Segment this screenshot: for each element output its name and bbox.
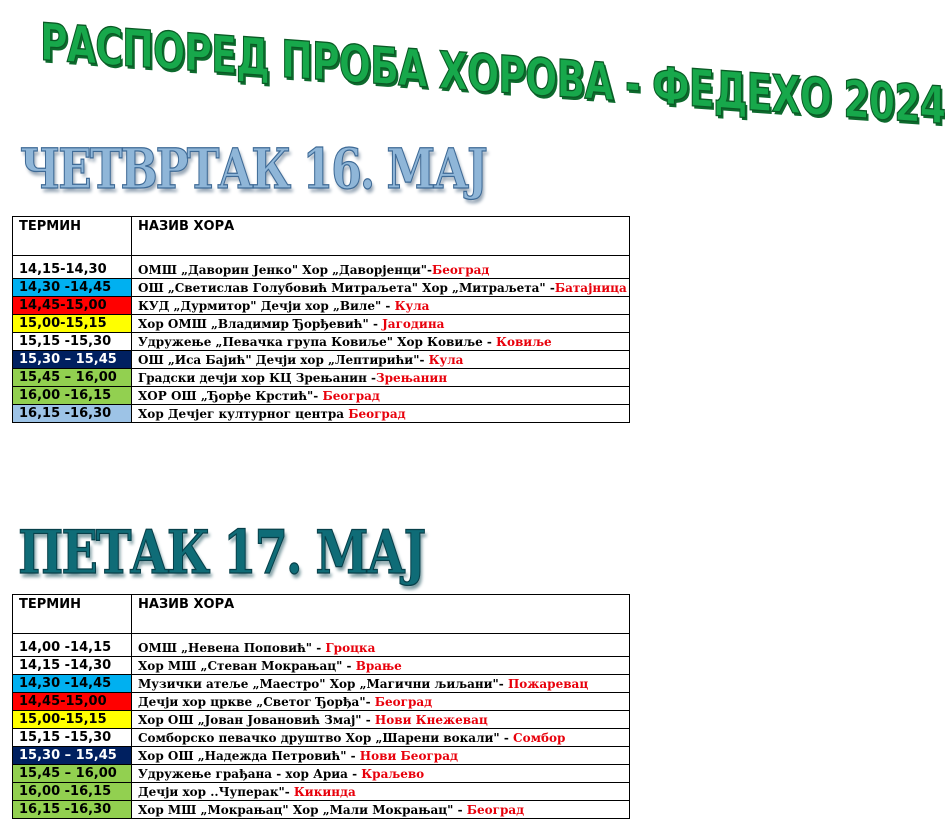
choir-name: Хор ОШ „Надежда Петровић" - <box>138 748 360 763</box>
city-name: Нови Кнежевац <box>374 712 488 727</box>
time-slot-cell: 14,15 -14,30 <box>13 657 132 675</box>
choir-name: ОМШ „Даворин Јенко" Хор „Даворјенци"- <box>138 263 432 277</box>
choir-name: Дечји хор ..Чуперак"- <box>138 784 294 799</box>
time-slot-cell: 16,00 -16,15 <box>13 387 132 405</box>
choir-name-cell <box>132 783 630 801</box>
choir-name-cell <box>132 693 630 711</box>
choir-name-cell <box>132 333 630 351</box>
choir-name-cell <box>132 351 630 369</box>
day-heading-thursday: ЧЕТВРТАК 16. МАЈ <box>20 138 486 202</box>
city-name: Сомбор <box>513 730 566 745</box>
table-row <box>13 351 630 369</box>
choir-name: Хор ОМШ „Владимир Ђорђевић" - <box>138 316 383 331</box>
table-row <box>13 333 630 351</box>
choir-name: Градски дечји хор КЦ Зрењанин - <box>138 370 377 385</box>
time-slot-cell: 15,30 – 15,45 <box>13 351 132 369</box>
table-row <box>13 279 630 297</box>
choir-name: Удружење „Певачка група Ковиље" Хор Ковиље - <box>138 334 497 349</box>
time-slot-cell: 15,00-15,15 <box>13 315 132 333</box>
city-name: Кула <box>428 352 464 367</box>
table-row <box>13 729 630 747</box>
time-slot-cell: 15,15 -15,30 <box>13 333 132 351</box>
city-name: Краљево <box>361 766 425 781</box>
time-slot-cell: 14,30 -14,45 <box>13 279 132 297</box>
city-name: Кула <box>394 298 430 313</box>
table-row <box>13 747 630 765</box>
choir-name-cell <box>132 711 630 729</box>
table-row <box>13 801 630 819</box>
column-header-time: ТЕРМИН <box>13 595 132 634</box>
city-name: Батајница <box>554 280 627 295</box>
choir-name: Хор МШ „Мокрањац" Хор „Мали Мокрањац" - <box>138 802 467 817</box>
column-header-choir: НАЗИВ ХОРА <box>132 217 630 256</box>
choir-name: Дечји хор цркве „Светог Ђорђа"- <box>138 694 375 709</box>
choir-name-cell <box>132 369 630 387</box>
choir-name-cell <box>132 387 630 405</box>
table-row <box>13 369 630 387</box>
page-title: РАСПОРЕД ПРОБА ХОРОВА - ФЕДЕХО 2024 <box>40 12 945 136</box>
city-name: Београд <box>432 263 490 277</box>
time-slot-cell: 15,15 -15,30 <box>13 729 132 747</box>
time-slot-cell: 14,45-15,00 <box>13 693 132 711</box>
time-slot-cell: 16,15 -16,30 <box>13 405 132 423</box>
choir-name: Музички атеље „Маестро" Хор „Магични љиљани"- <box>138 676 508 691</box>
time-slot-cell: 15,45 – 16,00 <box>13 369 132 387</box>
choir-name-cell <box>132 279 630 297</box>
city-name: Врање <box>355 658 402 673</box>
time-slot-cell: 14,45-15,00 <box>13 297 132 315</box>
day-heading-friday: ПЕТАК 17. МАЈ <box>18 518 425 588</box>
table-row <box>13 693 630 711</box>
schedule-table-thursday <box>12 216 630 423</box>
choir-name-cell <box>132 657 630 675</box>
time-slot-cell: 14,30 -14,45 <box>13 675 132 693</box>
time-slot-cell: 15,45 – 16,00 <box>13 765 132 783</box>
table-row <box>13 675 630 693</box>
city-name: Јагодина <box>382 316 445 331</box>
time-slot-cell: 16,15 -16,30 <box>13 801 132 819</box>
city-name: Гроцка <box>325 641 376 655</box>
table-row <box>13 765 630 783</box>
choir-name-cell <box>132 729 630 747</box>
table-row <box>13 315 630 333</box>
table-header-row <box>13 595 630 634</box>
time-slot-cell: 16,00 -16,15 <box>13 783 132 801</box>
time-slot-cell: 14,15-14,30 <box>13 256 132 279</box>
choir-name: ОМШ „Невена Поповић" - <box>138 641 326 655</box>
choir-name-cell <box>132 405 630 423</box>
table-row <box>13 711 630 729</box>
choir-name: Удружење грађана - хор Ариа - <box>138 766 362 781</box>
choir-name-cell <box>132 801 630 819</box>
city-name: Зрењанин <box>376 370 448 385</box>
table-row <box>13 256 630 279</box>
table-row <box>13 387 630 405</box>
choir-name: Сомборско певачко друштво Хор „Шарени вокали" - <box>138 730 514 745</box>
choir-name-cell <box>132 634 630 657</box>
table-row <box>13 657 630 675</box>
city-name: Београд <box>374 694 433 709</box>
column-header-choir: НАЗИВ ХОРА <box>132 595 630 634</box>
choir-name: Хор ОШ „Јован Јовановић Змај" - <box>138 712 375 727</box>
choir-name: Хор МШ „Стеван Мокрањац" - <box>138 658 356 673</box>
choir-name: КУД „Дурмитор" Дечји хор „Виле" - <box>138 298 395 313</box>
city-name: Ковиље <box>496 334 552 349</box>
city-name: Београд <box>322 388 380 403</box>
city-name: Кикинда <box>293 784 356 799</box>
table-header-row <box>13 217 630 256</box>
schedule-table-friday <box>12 594 630 819</box>
city-name: Пожаревац <box>507 676 589 691</box>
table-row <box>13 634 630 657</box>
city-name: Београд <box>466 802 525 817</box>
column-header-time: ТЕРМИН <box>13 217 132 256</box>
choir-name: ОШ „Иса Бајић" Дечји хор „Лептирићи"- <box>138 352 429 367</box>
table-row <box>13 297 630 315</box>
choir-name-cell <box>132 256 630 279</box>
time-slot-cell: 15,00-15,15 <box>13 711 132 729</box>
choir-name-cell <box>132 747 630 765</box>
choir-name-cell <box>132 297 630 315</box>
choir-name-cell <box>132 675 630 693</box>
table-row <box>13 405 630 423</box>
choir-name: Хор Дечјег културног центра <box>138 406 349 421</box>
choir-name-cell <box>132 765 630 783</box>
city-name: Београд <box>348 406 406 421</box>
time-slot-cell: 15,30 – 15,45 <box>13 747 132 765</box>
choir-name: ХОР ОШ „Ђорђе Крстић"- <box>138 388 323 403</box>
choir-name-cell <box>132 315 630 333</box>
city-name: Нови Београд <box>359 748 458 763</box>
time-slot-cell: 14,00 -14,15 <box>13 634 132 657</box>
table-row <box>13 783 630 801</box>
choir-name: ОШ „Светислав Голубовић Митраљета" Хор „Митраљета" - <box>138 280 555 295</box>
